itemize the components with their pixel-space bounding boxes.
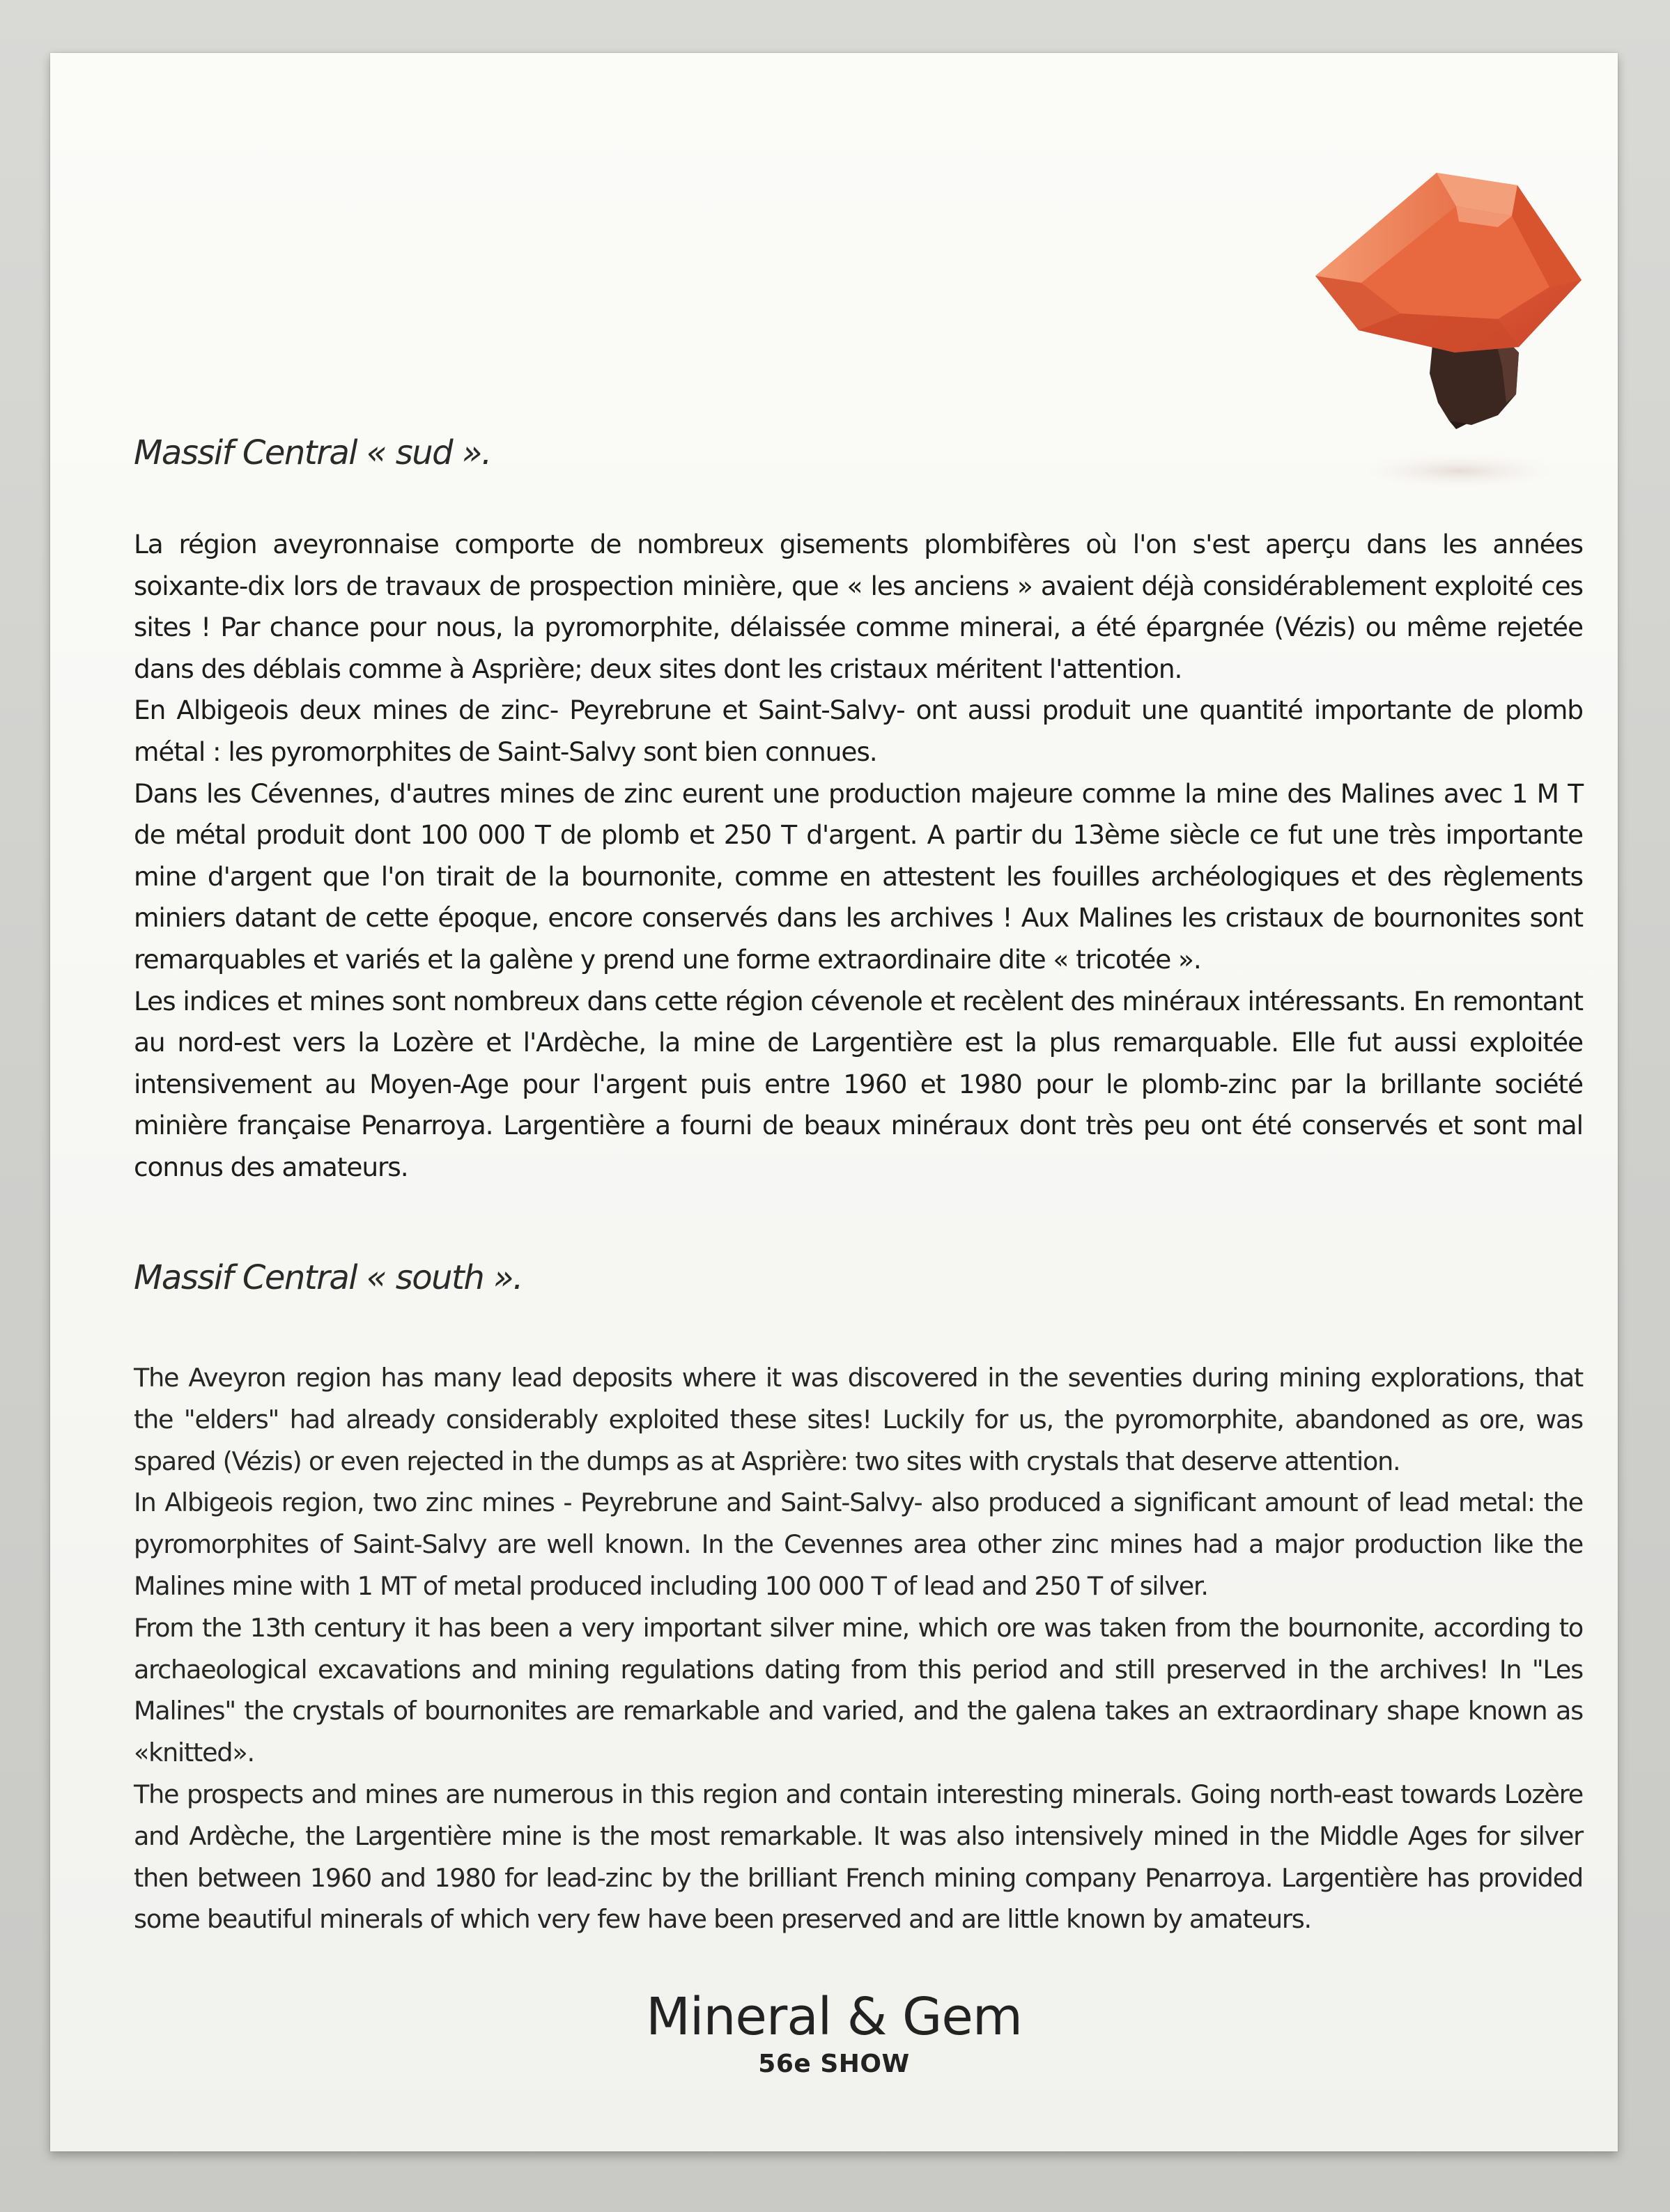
paragraph: Dans les Cévennes, d'autres mines de zinc eurent une production majeure comme la mine des Malines avec 1 M T de métal produit dont 100 000 T de plomb et 250 T d'argent. A partir du 13ème siècle ce fut une très importante mine d'argent que l'on tirait de la bournonite, comme en attestent les fouilles archéologiques et des règlements miniers datant de cette époque, encore conservés dans les archives ! Aux Malines les cristaux de bournonites sont remarquables et variés et la galène y prend une forme extraordinaire dite « tricotée ».: [134, 778, 1583, 975]
paragraph: The Aveyron region has many lead deposits where it was discovered in the seventies during mining explorations, that the "elders" had already considerably exploited these sites! Luckily for us, the pyromorphite, abandoned as ore, was spared (Vézis) or even rejected in the dumps as at Asprière: two sites with crystals that deserve attention.: [134, 1363, 1583, 1476]
paragraph: The prospects and mines are numerous in this region and contain interesting minerals. Going north-east towards Lozère and Ardèche, the Largentière mine is the most remarkable. It was also intensively mined in the Middle Ages for silver then between 1960 and 1980 for lead-zinc by the brilliant French mining company Penarroya. Largentière has provided some beautiful minerals of which very few have been preserved and are little known by amateurs.: [134, 1779, 1583, 1935]
body-text-french: [134, 524, 1583, 1189]
section-heading-french: Massif Central « sud ».: [134, 433, 491, 472]
paragraph: En Albigeois deux mines de zinc- Peyrebrune et Saint-Salvy- ont aussi produit une quantité importante de plomb métal : les pyromorphites de Saint-Salvy sont bien connues.: [134, 695, 1583, 767]
section-heading-english: Massif Central « south ».: [134, 1258, 523, 1297]
paragraph: From the 13th century it has been a very important silver mine, which ore was taken from the bournonite, according to archaeological excavations and mining regulations dating from this period and still preserved in the archives! In "Les Malines" the crystals of bournonites are remarkable and varied, and the galena takes an extraordinary shape known as «knitted».: [134, 1612, 1583, 1768]
paragraph: La région aveyronnaise comporte de nombreux gisements plombifères où l'on s'est aperçu dans les années soixante-dix lors de travaux de prospection minière, que « les anciens » avaient déjà considérablement exploité ces sites ! Par chance pour nous, la pyromorphite, délaissée comme minerai, a été épargnée (Vézis) ou même rejetée dans des déblais comme à Asprière; deux sites dont les cristaux méritent l'attention.: [134, 529, 1583, 684]
body-text-english: [134, 1357, 1583, 1940]
event-show-number: 56e SHOW: [758, 2050, 910, 2078]
event-brand-name: Mineral & Gem: [646, 1987, 1022, 2047]
info-panel: [50, 53, 1618, 2151]
mineral-specimen-photo: [1310, 144, 1602, 492]
paragraph: In Albigeois region, two zinc mines - Peyrebrune and Saint-Salvy- also produced a significant amount of lead metal: the pyromorphites of Saint-Salvy are well known. In the Cevennes area other zinc mines had a major production like the Malines mine with 1 MT of metal produced including 100 000 T of lead and 250 T of silver.: [134, 1487, 1583, 1601]
paragraph: Les indices et mines sont nombreux dans cette région cévenole et recèlent des minéraux intéressants. En remontant au nord-est vers la Lozère et l'Ardèche, la mine de Largentière est la plus remarquable. Elle fut aussi exploitée intensivement au Moyen-Age pour l'argent puis entre 1960 et 1980 pour le plomb-zinc par la brillante société minière française Penarroya. Largentière a fourni de beaux minéraux dont très peu ont été conservés et sont mal connus des amateurs.: [134, 985, 1583, 1182]
